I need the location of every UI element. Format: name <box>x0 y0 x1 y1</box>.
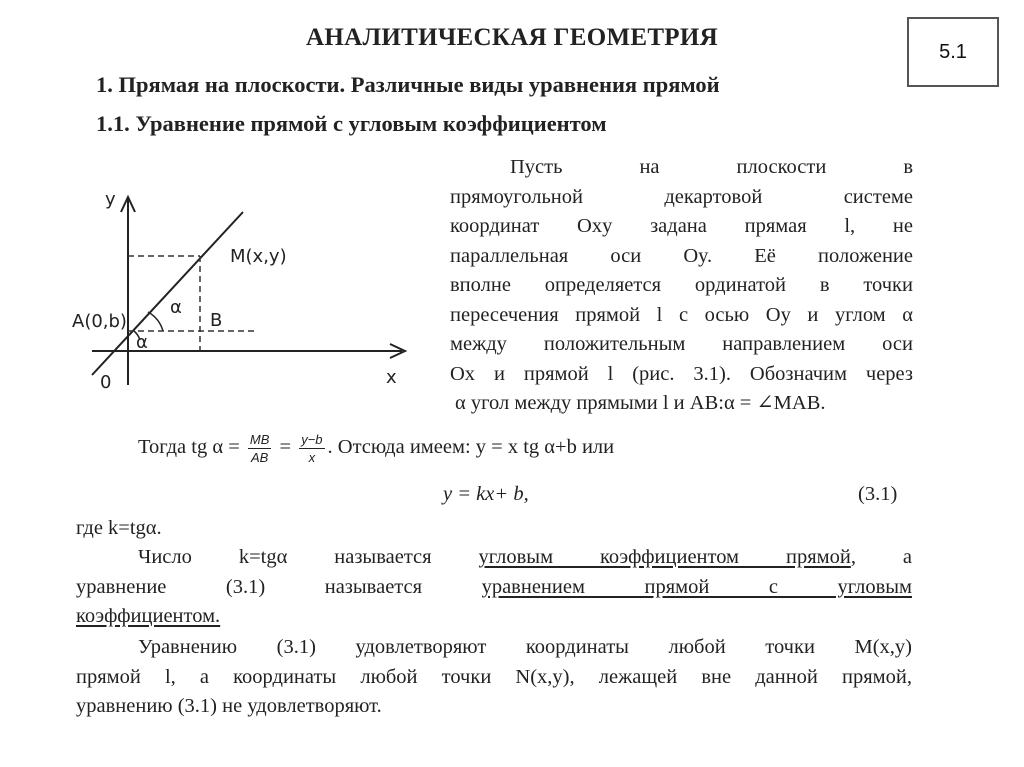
satisfaction-line: прямой l, а координаты любой точки N(x,y), лежащей вне данной прямой, <box>76 665 912 688</box>
point-m-label: M(x,y) <box>230 246 287 267</box>
section-heading: 1. Прямая на плоскости. Различные виды уравнения прямой <box>96 72 720 97</box>
definition-line-1 <box>76 543 912 573</box>
angle-alpha-lower: α <box>136 332 148 353</box>
angle-alpha-upper: α <box>170 297 182 318</box>
definition-term: уравнением прямой с угловым <box>481 575 913 598</box>
intro-line: α угол между прямыми l и AB:α = ∠MAB. <box>455 392 826 414</box>
intro-line: Ox и прямой l (рис. 3.1). Обозначим через <box>450 362 913 385</box>
intro-line: координат Oxy задана прямая l, не <box>450 215 913 237</box>
fraction-denominator: x <box>308 450 316 465</box>
definition-line-3 <box>76 602 912 632</box>
intro-line: Пусть на плоскости в <box>510 156 913 178</box>
formula-equals: = <box>279 436 292 459</box>
fraction-numerator: y−b <box>301 432 323 447</box>
fraction-yb-x <box>299 432 324 465</box>
definition-text: уравнение (3.1) называется <box>76 575 423 598</box>
definition-text: Число k=tgα называется <box>138 546 432 568</box>
satisfaction-line: уравнению (3.1) не удовлетворяют. <box>76 695 382 717</box>
origin-label: 0 <box>100 372 112 393</box>
where-line: где k=tgα. <box>76 517 162 539</box>
main-equation: y = kx+ b, <box>443 483 529 505</box>
line-diagram <box>60 185 420 410</box>
intro-paragraph <box>450 153 913 419</box>
definition-line-2 <box>76 573 912 603</box>
intro-line: между положительным направлением оси <box>450 333 913 355</box>
fraction-denominator: AB <box>250 450 269 465</box>
angle-arc-upper <box>148 312 163 331</box>
definition-text: , а <box>850 546 912 568</box>
point-b-label: B <box>210 310 223 331</box>
intro-line: прямоугольной декартовой системе <box>450 185 913 208</box>
point-a-label: A(0,b) <box>72 311 127 332</box>
subsection-heading: 1.1. Уравнение прямой с угловым коэффициентом <box>96 111 607 136</box>
satisfaction-paragraph <box>76 633 912 722</box>
fraction-numerator: MB <box>249 432 270 447</box>
equation-number: (3.1) <box>858 483 898 505</box>
fraction-mb-ab <box>248 432 272 465</box>
intro-line: пересечения прямой l с осью Oy и углом α <box>450 303 913 326</box>
formula-tg <box>138 432 614 465</box>
definition-term: угловым коэффициентом прямой <box>478 546 851 568</box>
definition-term: коэффициентом. <box>76 605 221 627</box>
page-title: АНАЛИТИЧЕСКАЯ ГЕОМЕТРИЯ <box>306 24 718 51</box>
y-axis-label: y <box>105 189 116 210</box>
slide-number-badge: 5.1 <box>907 17 999 87</box>
intro-line: вполне определяется ординатой в точки <box>450 274 913 296</box>
x-axis-label: x <box>386 367 397 388</box>
formula-suffix: . Отсюда имеем: y = x tg α+b или <box>327 436 615 459</box>
satisfaction-line: Уравнению (3.1) удовлетворяют координаты любой точки M(x,y) <box>138 636 912 658</box>
formula-prefix: Тогда tg α = <box>138 436 240 459</box>
intro-line: параллельная оси Oy. Её положение <box>450 244 913 267</box>
definition-paragraph <box>76 543 912 632</box>
